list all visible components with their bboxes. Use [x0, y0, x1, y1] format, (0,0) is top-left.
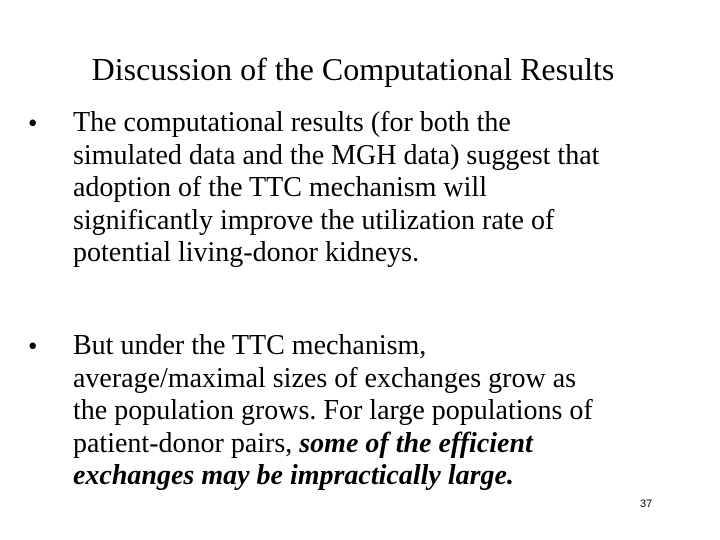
bullet-line: the population grows. For large populations of — [73, 395, 593, 426]
emphasized-text: exchanges may be impractically large — [73, 460, 507, 491]
bullet-line: But under the TTC mechanism, — [73, 330, 427, 361]
page-number: 37 — [640, 498, 653, 510]
bullet-marker: • — [28, 331, 38, 361]
bullet-text-period: . — [506, 460, 514, 491]
bullet-line: potential living-donor kidneys. — [73, 237, 420, 268]
emphasized-text: some of the efficient — [299, 427, 533, 459]
slide-title: Discussion of the Computational Results — [91, 51, 615, 87]
bullet-line: significantly improve the utilization rate of — [73, 204, 555, 236]
bullet-line: adoption of the TTC mechanism will — [73, 172, 487, 203]
bullet-text-computational-results — [73, 107, 703, 270]
bullet-line — [73, 460, 703, 493]
bullet-line: The computational results (for both the — [73, 107, 511, 138]
bullet-line — [73, 428, 703, 461]
bullet-text-plain: patient-donor pairs, — [73, 427, 300, 459]
bullet-line: simulated data and the MGH data) suggest that — [73, 139, 600, 171]
bullet-line: average/maximal sizes of exchanges grow as — [73, 362, 577, 394]
bullet-marker: • — [28, 108, 38, 138]
bullet-text-ttc-mechanism — [73, 330, 703, 493]
